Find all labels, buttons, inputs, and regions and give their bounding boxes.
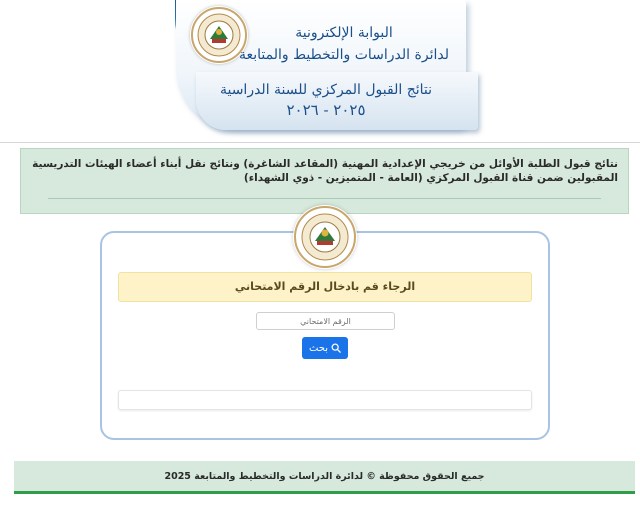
search-icon [331, 343, 341, 353]
ministry-seal-icon [293, 205, 357, 269]
header-banner [0, 0, 640, 143]
portal-title [234, 22, 454, 66]
academic-year: ٢٠٢٥ - ٢٠٢٦ [286, 101, 366, 119]
portal-title-line1: البوابة الإلكترونية [295, 25, 393, 41]
result-area [118, 390, 532, 410]
exam-number-input[interactable] [256, 312, 395, 330]
announcement-text: نتائج قبول الطلبة الأوائل من خريجي الإعدادية المهنية (المقاعد الشاغرة) ونتائج نقل أبناء أعضاء الهيئات التدريسية المقبولين ضمن قناة القبول المركزي (العامة - المتميزين - ذوي الشهداء) [32, 158, 618, 184]
announcement-divider [48, 198, 601, 199]
subtitle-text: نتائج القبول المركزي للسنة الدراسية [219, 82, 433, 98]
footer-copyright: جميع الحقوق محفوظة © لدائرة الدراسات والتخطيط والمتابعة 2025 [14, 461, 635, 494]
search-button[interactable] [302, 337, 348, 359]
portal-subtitle [196, 80, 456, 120]
portal-title-line2: لدائرة الدراسات والتخطيط والمتابعة [239, 47, 449, 63]
enter-exam-number-alert: الرجاء قم بادخال الرقم الامتحاني [118, 272, 532, 302]
search-button-label: بحث [308, 342, 329, 354]
